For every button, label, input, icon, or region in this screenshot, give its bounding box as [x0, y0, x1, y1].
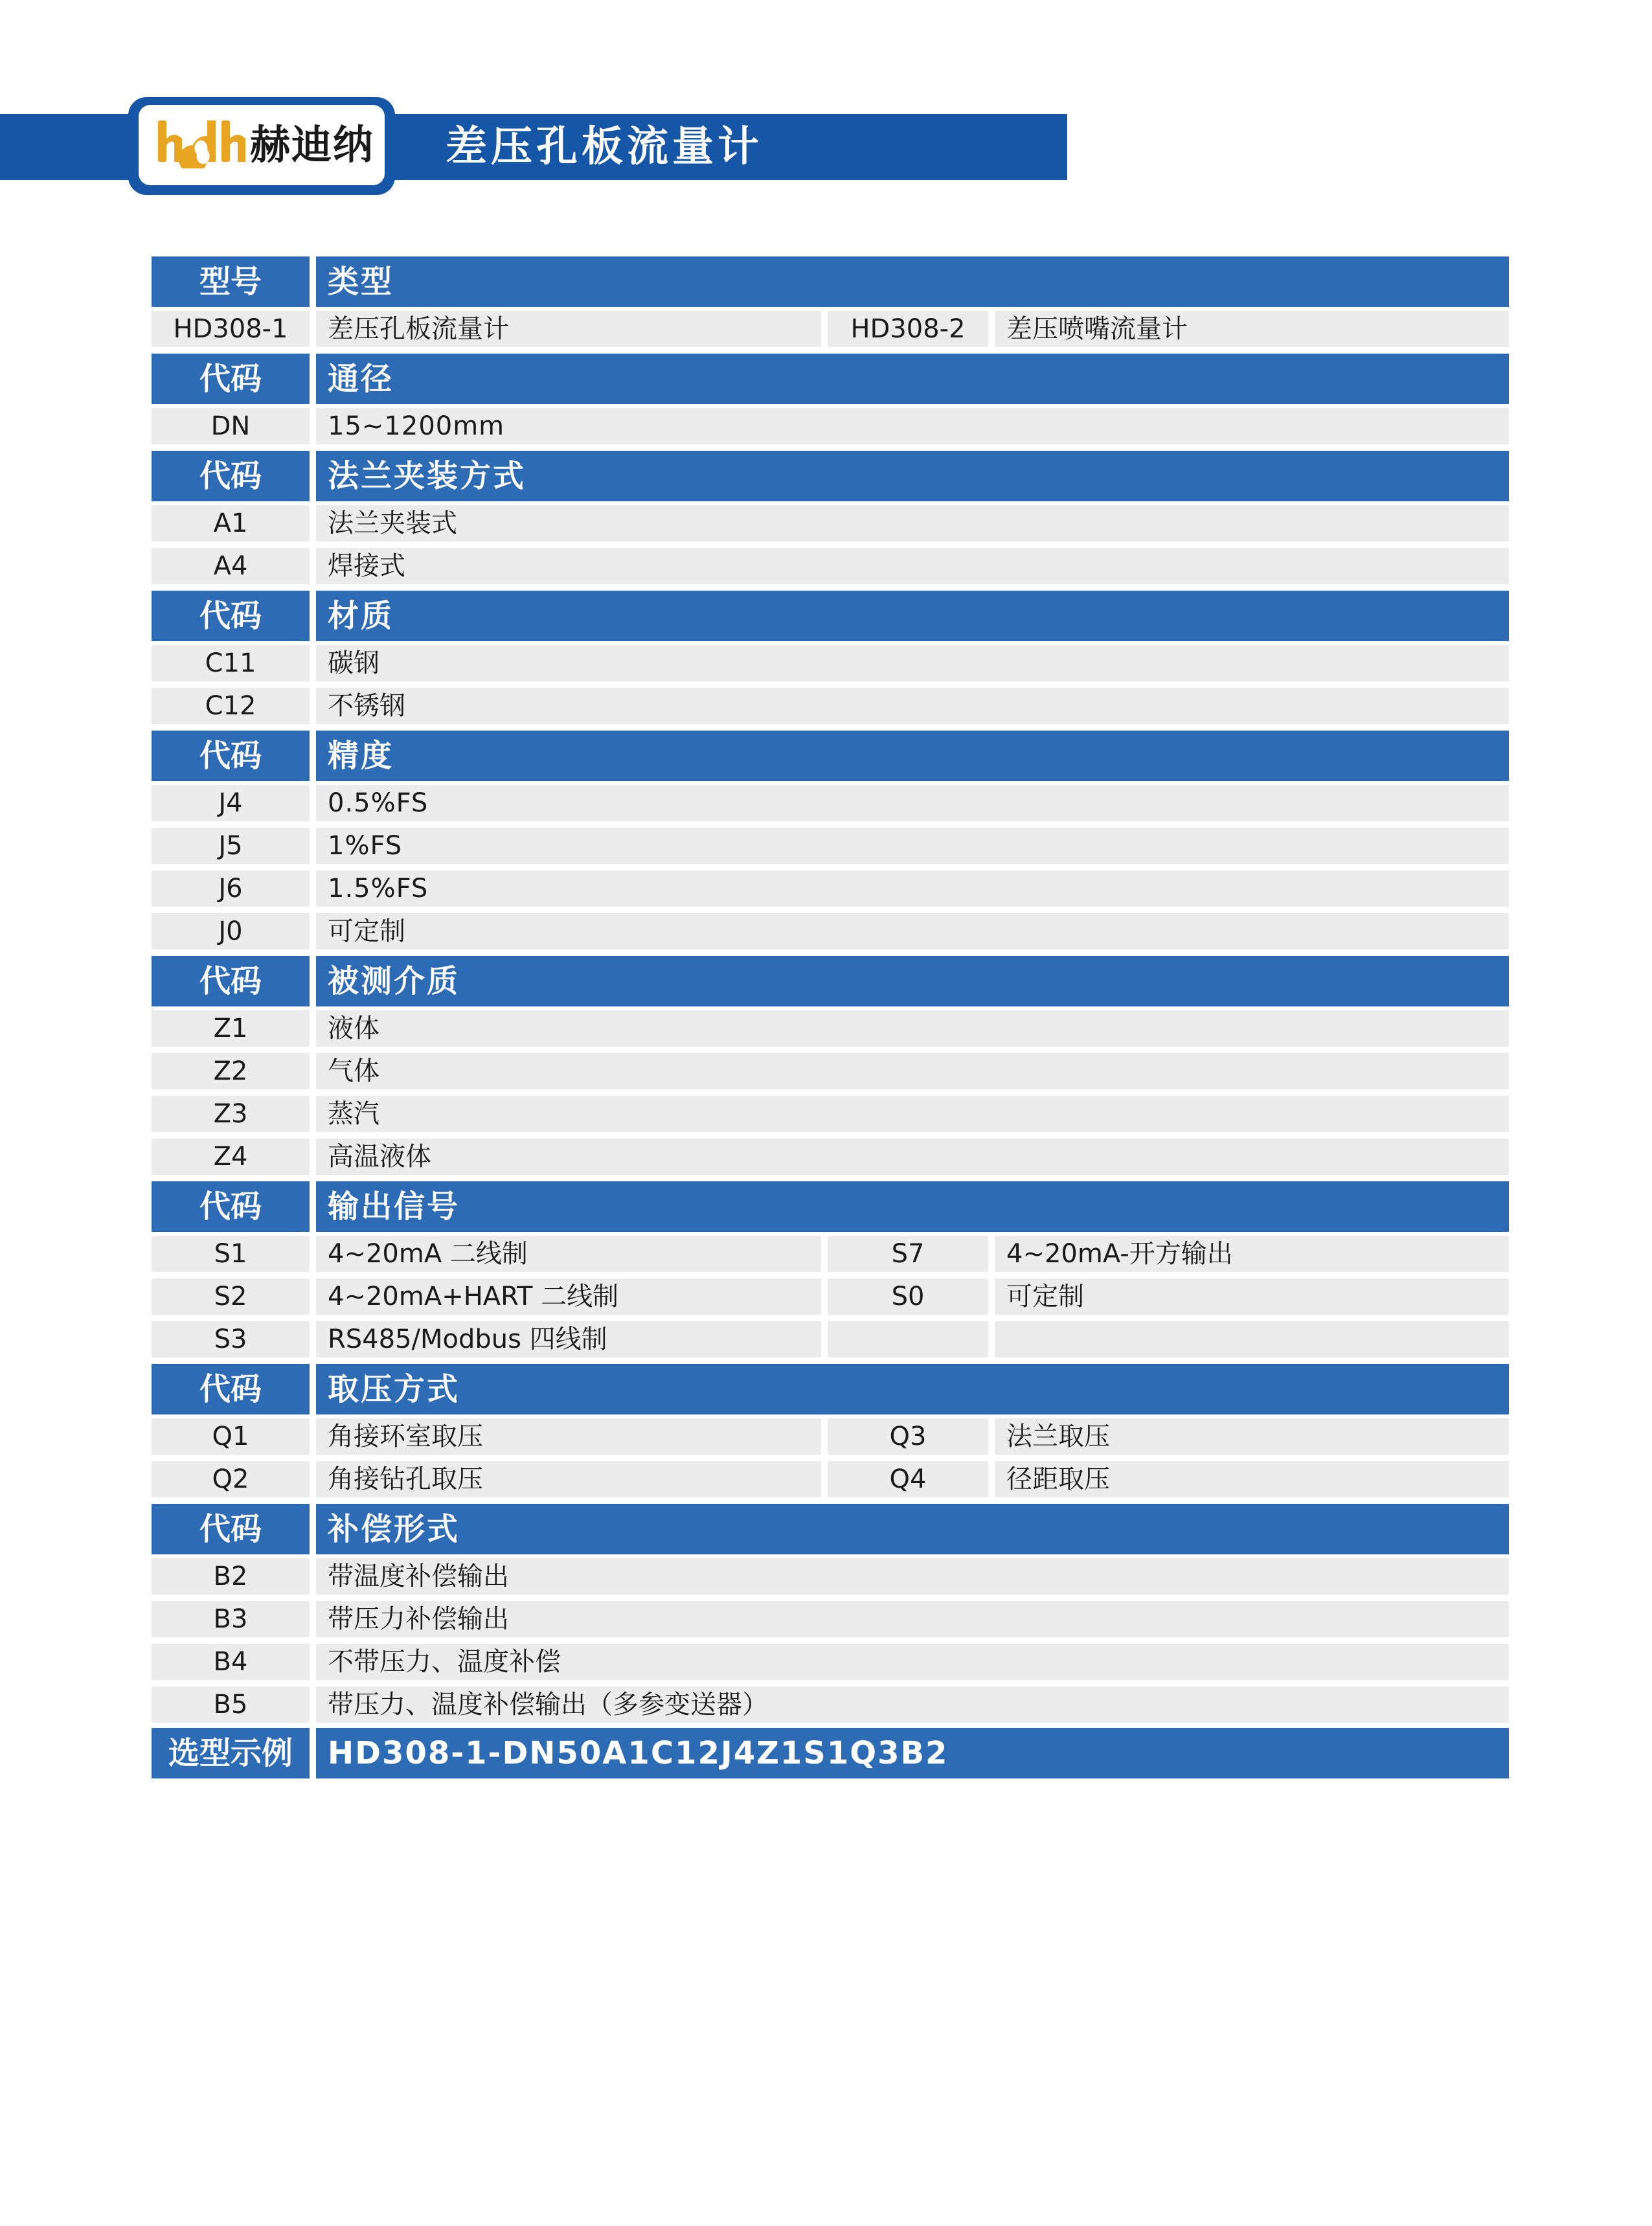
section-code-header: 代码	[152, 1504, 310, 1554]
row-code	[828, 1321, 988, 1357]
row-code: J0	[152, 913, 310, 949]
table-row	[152, 408, 1509, 444]
spec-table	[152, 256, 1509, 1778]
row-desc: 角接钻孔取压	[316, 1461, 821, 1497]
row-code: A4	[152, 548, 310, 584]
row-code: S1	[152, 1236, 310, 1272]
row-desc: 带温度补偿输出	[316, 1558, 1509, 1595]
row-code: Z1	[152, 1010, 310, 1047]
hdh-logo-icon	[157, 117, 247, 168]
table-row	[152, 645, 1509, 681]
section-title: 补偿形式	[316, 1504, 1509, 1554]
section-code-header: 代码	[152, 956, 310, 1006]
row-code: Z3	[152, 1096, 310, 1132]
row-code: B5	[152, 1687, 310, 1723]
section-code-header: 代码	[152, 591, 310, 641]
row-desc: 角接环室取压	[316, 1418, 821, 1455]
row-desc: 焊接式	[316, 548, 1509, 584]
row-desc: 4~20mA 二线制	[316, 1236, 821, 1272]
table-row	[152, 505, 1509, 541]
section-header-medium	[152, 956, 1509, 1006]
table-row	[152, 1278, 1509, 1315]
table-row	[152, 1418, 1509, 1455]
row-code: S0	[828, 1278, 988, 1315]
row-code: HD308-1	[152, 311, 310, 347]
table-row	[152, 1236, 1509, 1272]
product-title: 差压孔板流量计	[446, 123, 763, 171]
brand-name: 赫迪纳	[250, 121, 375, 168]
section-header-pressure-tap	[152, 1364, 1509, 1414]
table-row	[152, 1139, 1509, 1175]
row-code: C11	[152, 645, 310, 681]
row-code: Q2	[152, 1461, 310, 1497]
section-header-material	[152, 591, 1509, 641]
table-row	[152, 1010, 1509, 1047]
row-code: S7	[828, 1236, 988, 1272]
row-desc: 差压孔板流量计	[316, 311, 821, 347]
table-row	[152, 1096, 1509, 1132]
section-header-diameter	[152, 354, 1509, 404]
row-code: DN	[152, 408, 310, 444]
section-code-header: 型号	[152, 256, 310, 307]
table-row	[152, 311, 1509, 347]
row-desc: 碳钢	[316, 645, 1509, 681]
section-title: 输出信号	[316, 1181, 1509, 1232]
row-desc: 法兰夹装式	[316, 505, 1509, 541]
table-row	[152, 1644, 1509, 1680]
selection-example-value: HD308-1-DN50A1C12J4Z1S1Q3B2	[316, 1728, 1509, 1778]
table-row	[152, 1601, 1509, 1637]
brand-logo	[128, 97, 395, 195]
row-desc: 不锈钢	[316, 688, 1509, 724]
row-code: Q3	[828, 1418, 988, 1455]
row-desc: 不带压力、温度补偿	[316, 1644, 1509, 1680]
section-title: 类型	[316, 256, 1509, 307]
section-header-type	[152, 256, 1509, 307]
row-code: A1	[152, 505, 310, 541]
section-code-header: 代码	[152, 1364, 310, 1414]
table-row	[152, 1461, 1509, 1497]
row-desc: 可定制	[316, 913, 1509, 949]
row-code: S3	[152, 1321, 310, 1357]
row-desc: RS485/Modbus 四线制	[316, 1321, 821, 1357]
row-code: B3	[152, 1601, 310, 1637]
row-desc: 气体	[316, 1053, 1509, 1089]
row-desc: 1%FS	[316, 828, 1509, 864]
row-desc: 可定制	[995, 1278, 1509, 1315]
row-code: B2	[152, 1558, 310, 1595]
brand-logo-panel	[139, 105, 385, 185]
section-title: 取压方式	[316, 1364, 1509, 1414]
table-row	[152, 1558, 1509, 1595]
table-row	[152, 913, 1509, 949]
table-row	[152, 1687, 1509, 1723]
selection-example-row	[152, 1728, 1509, 1778]
section-code-header: 代码	[152, 731, 310, 781]
row-code: Z4	[152, 1139, 310, 1175]
section-title: 通径	[316, 354, 1509, 404]
row-code: Q4	[828, 1461, 988, 1497]
table-row	[152, 688, 1509, 724]
section-title: 法兰夹装方式	[316, 451, 1509, 501]
section-code-header: 代码	[152, 354, 310, 404]
row-desc: 法兰取压	[995, 1418, 1509, 1455]
section-header-accuracy	[152, 731, 1509, 781]
section-header-flange	[152, 451, 1509, 501]
row-code: J6	[152, 870, 310, 907]
row-desc: 高温液体	[316, 1139, 1509, 1175]
section-title: 精度	[316, 731, 1509, 781]
table-row	[152, 1321, 1509, 1357]
table-row	[152, 548, 1509, 584]
row-code: HD308-2	[828, 311, 988, 347]
section-code-header: 代码	[152, 451, 310, 501]
section-header-compensation	[152, 1504, 1509, 1554]
row-desc	[995, 1321, 1509, 1357]
row-code: S2	[152, 1278, 310, 1315]
row-code: Q1	[152, 1418, 310, 1455]
table-row	[152, 870, 1509, 907]
table-row	[152, 785, 1509, 821]
row-desc: 0.5%FS	[316, 785, 1509, 821]
row-code: C12	[152, 688, 310, 724]
table-row	[152, 828, 1509, 864]
selection-example-label: 选型示例	[152, 1728, 310, 1778]
section-title: 被测介质	[316, 956, 1509, 1006]
row-desc: 4~20mA-开方输出	[995, 1236, 1509, 1272]
row-desc: 4~20mA+HART 二线制	[316, 1278, 821, 1315]
row-desc: 蒸汽	[316, 1096, 1509, 1132]
row-code: J5	[152, 828, 310, 864]
table-row	[152, 1053, 1509, 1089]
section-title: 材质	[316, 591, 1509, 641]
row-code: Z2	[152, 1053, 310, 1089]
row-code: J4	[152, 785, 310, 821]
row-code: B4	[152, 1644, 310, 1680]
row-desc: 液体	[316, 1010, 1509, 1047]
row-desc: 1.5%FS	[316, 870, 1509, 907]
row-desc: 带压力补偿输出	[316, 1601, 1509, 1637]
section-header-output	[152, 1181, 1509, 1232]
row-desc: 径距取压	[995, 1461, 1509, 1497]
section-code-header: 代码	[152, 1181, 310, 1232]
row-desc: 差压喷嘴流量计	[995, 311, 1509, 347]
row-desc: 带压力、温度补偿输出（多参变送器）	[316, 1687, 1509, 1723]
row-desc: 15~1200mm	[316, 408, 1509, 444]
